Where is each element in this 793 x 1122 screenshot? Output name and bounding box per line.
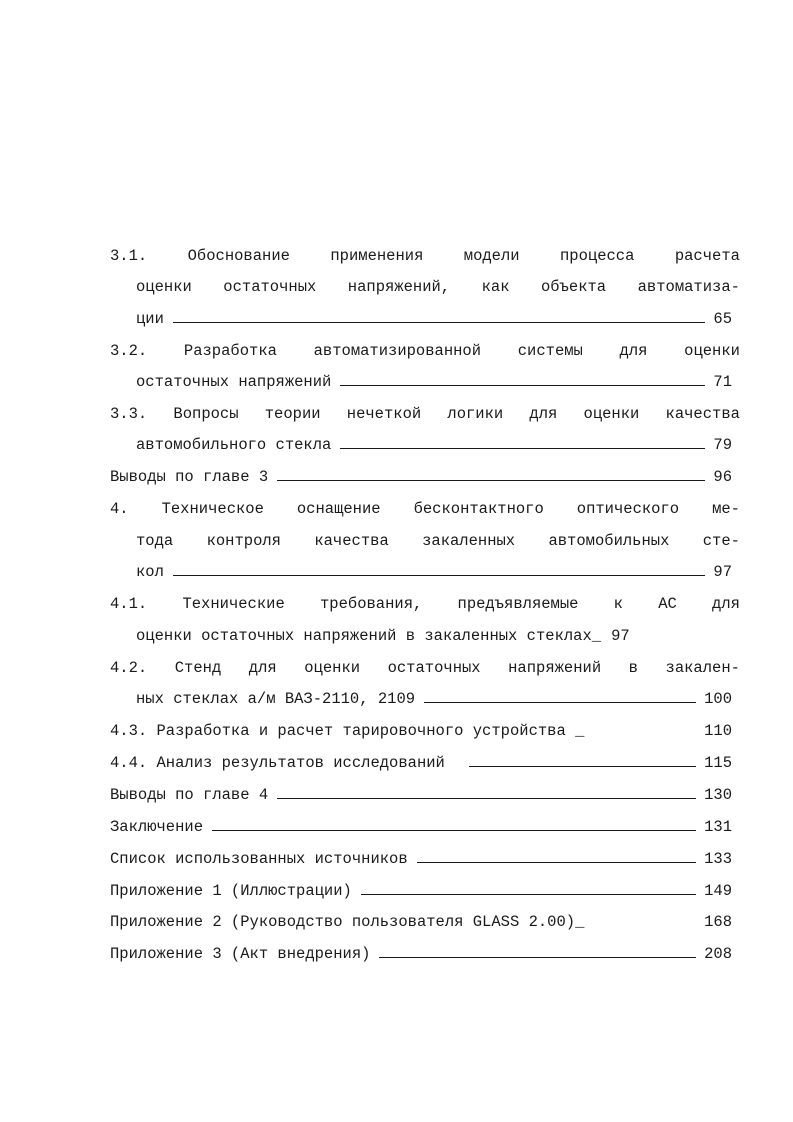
toc-entry-4-3 xyxy=(110,720,732,742)
toc-entry-text: оценки остаточных напряжений в закаленных стеклах_ xyxy=(136,627,602,645)
toc-word: применения xyxy=(330,247,424,265)
toc-entry-3-2-line-2 xyxy=(136,371,732,393)
toc-word: бесконтактного xyxy=(413,500,544,518)
toc-word: как xyxy=(481,278,510,296)
toc-entry-4-2-line-2 xyxy=(136,688,732,710)
toc-entry-4-line-3 xyxy=(136,561,732,583)
leader-line xyxy=(340,434,705,449)
leader-line xyxy=(277,466,705,481)
toc-word: оценки xyxy=(583,405,640,423)
toc-word: автомобильных xyxy=(548,532,670,550)
leader-line xyxy=(469,752,696,767)
toc-word: требования, xyxy=(319,595,423,613)
page-number: 71 xyxy=(713,373,732,391)
toc-word: оценки xyxy=(684,342,740,360)
toc-word: 4. xyxy=(110,500,129,518)
toc-entry-3-1-line-3 xyxy=(136,308,732,330)
page-number: 79 xyxy=(713,436,732,454)
toc-word: АС xyxy=(658,595,677,613)
toc-entry-appendix-2 xyxy=(110,911,732,933)
toc-entry-references xyxy=(110,848,732,870)
toc-word: автоматиза- xyxy=(637,278,740,296)
toc-entry-text: Выводы по главе 4 xyxy=(110,786,269,804)
toc-word: 4.1. xyxy=(110,595,148,613)
toc-word: контроля xyxy=(206,532,281,550)
toc-entry-chapter-3-conclusions xyxy=(110,466,732,488)
toc-entry-4-1-line-2 xyxy=(136,625,732,647)
toc-word: 3.3. xyxy=(110,405,148,423)
toc-entry-text: остаточных напряжений xyxy=(136,373,332,391)
leader-line xyxy=(212,816,696,831)
toc-word: Разработка xyxy=(183,342,277,360)
toc-word: ме- xyxy=(712,500,740,518)
toc-word: нечеткой xyxy=(346,405,422,423)
page-number: 133 xyxy=(704,850,732,868)
toc-word: системы xyxy=(517,342,583,360)
toc-word: 3.2. xyxy=(110,342,148,360)
page-number: 208 xyxy=(704,945,732,963)
toc-word: Техническое xyxy=(161,500,264,518)
toc-word: для xyxy=(619,342,648,360)
toc-entry-text: ции xyxy=(136,310,164,328)
toc-entry-3-1-line-2 xyxy=(136,276,740,298)
toc-word: теории xyxy=(264,405,321,423)
toc-word: объекта xyxy=(541,278,607,296)
leader-line xyxy=(379,943,696,958)
toc-word: тода xyxy=(136,532,174,550)
toc-word: к xyxy=(613,595,623,613)
page-number: 130 xyxy=(704,786,732,804)
toc-entry-text: автомобильного стекла xyxy=(136,436,332,454)
toc-word: остаточных xyxy=(223,278,317,296)
toc-entry-text: Заключение xyxy=(110,818,204,836)
toc-word: напряжений, xyxy=(347,278,451,296)
toc-entry-3-3-line-1 xyxy=(110,403,740,425)
toc-word: расчета xyxy=(674,247,740,265)
leader-line xyxy=(361,880,696,895)
toc-entry-4-line-1 xyxy=(110,498,740,520)
toc-entry-4-2-line-1 xyxy=(110,657,740,679)
page-number: 149 xyxy=(704,882,732,900)
toc-entry-conclusion xyxy=(110,816,732,838)
toc-word: Технические xyxy=(182,595,285,613)
toc-word: предъявляемые xyxy=(457,595,579,613)
toc-entry-text: 4.3. Разработка и расчет тарировочного устройства _ xyxy=(110,722,585,740)
toc-word: оптического xyxy=(576,500,680,518)
toc-entry-text: Выводы по главе 3 xyxy=(110,468,269,486)
toc-entry-text: Приложение 2 (Руководство пользователя GLASS 2.00)_ xyxy=(110,913,585,931)
toc-word: Вопросы xyxy=(173,405,239,423)
toc-word: остаточных xyxy=(387,659,481,677)
toc-entry-text: ных стеклах а/м ВАЗ-2110, 2109 xyxy=(136,690,416,708)
toc-entry-text: Приложение 3 (Акт внедрения) xyxy=(110,945,371,963)
toc-word: процесса xyxy=(560,247,635,265)
leader-line xyxy=(417,848,696,863)
page-number: 131 xyxy=(704,818,732,836)
toc-entry-3-1-line-1 xyxy=(110,245,740,267)
toc-word: 4.2. xyxy=(110,659,148,677)
leader-line xyxy=(173,561,705,576)
toc-entry-appendix-1 xyxy=(110,880,732,902)
toc-entry-text: кол xyxy=(136,563,164,581)
toc-word: закаленных xyxy=(422,532,516,550)
toc-word: сте- xyxy=(702,532,740,550)
toc-word: в xyxy=(628,659,638,677)
leader-line xyxy=(424,688,696,703)
toc-entry-4-1-line-1 xyxy=(110,593,740,615)
leader-line xyxy=(277,784,696,799)
toc-word: закален- xyxy=(665,659,740,677)
toc-entry-chapter-4-conclusions xyxy=(110,784,732,806)
toc-word: оценки xyxy=(304,659,361,677)
page-number: 110 xyxy=(704,722,732,740)
toc-entry-3-3-line-2 xyxy=(136,434,732,456)
page-number: 168 xyxy=(704,913,732,931)
toc-entry-appendix-3 xyxy=(110,943,732,965)
toc-word: логики xyxy=(447,405,504,423)
toc-entry-text: Список использованных источников xyxy=(110,850,408,868)
toc-word: Обоснование xyxy=(187,247,290,265)
page-number: 65 xyxy=(713,310,732,328)
page-number: 115 xyxy=(704,754,732,772)
toc-entry-4-4 xyxy=(110,752,732,774)
page-number: 97 xyxy=(713,563,732,581)
toc-entry-3-2-line-1 xyxy=(110,340,740,362)
leader-line xyxy=(173,308,705,323)
toc-word: оснащение xyxy=(296,500,381,518)
toc-word: для xyxy=(529,405,558,423)
page-number: 97 xyxy=(611,627,630,645)
toc-word: качества xyxy=(314,532,389,550)
toc-entry-text: Приложение 1 (Иллюстрации) xyxy=(110,882,352,900)
toc-word: для xyxy=(712,595,740,613)
toc-word: модели xyxy=(463,247,520,265)
toc-word: Стенд xyxy=(174,659,222,677)
toc-word: автоматизированной xyxy=(313,342,482,360)
toc-word: 3.1. xyxy=(110,247,148,265)
page-number: 100 xyxy=(704,690,732,708)
toc-word: для xyxy=(248,659,277,677)
toc-word: оценки xyxy=(136,278,192,296)
toc-entry-4-line-2 xyxy=(136,530,740,552)
leader-line xyxy=(340,371,705,386)
toc-word: напряжений xyxy=(508,659,602,677)
page-number: 96 xyxy=(713,468,732,486)
toc-word: качества xyxy=(665,405,740,423)
toc-entry-text: 4.4. Анализ результатов исследований xyxy=(110,754,445,772)
